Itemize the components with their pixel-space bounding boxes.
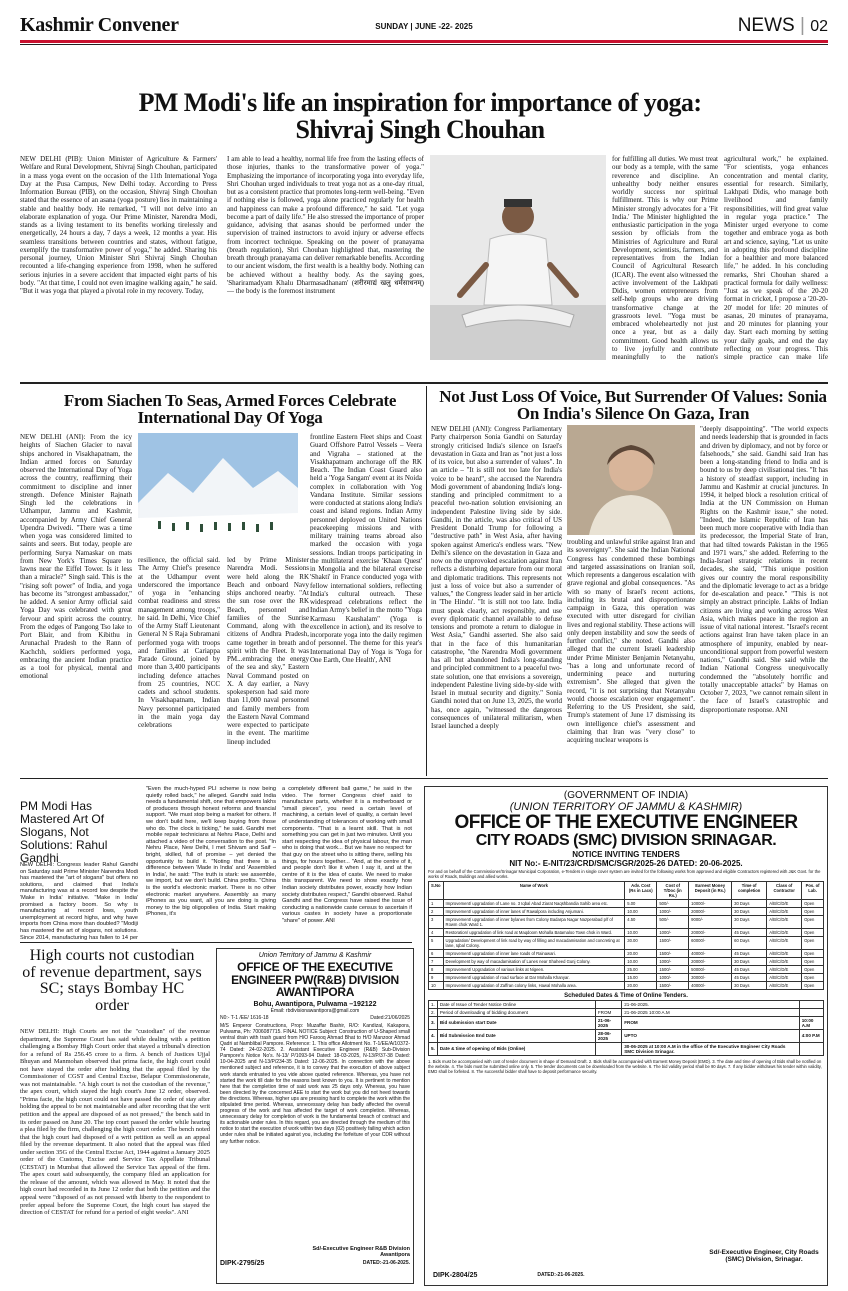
snow-mountain-graphic [138, 433, 298, 551]
table-cell: 3 [429, 915, 444, 928]
ad2-govt: (GOVERNMENT OF INDIA) [563, 790, 689, 801]
table-row [429, 973, 824, 981]
ad2-date: DATED:-21-06-2025. [537, 1272, 585, 1278]
table-cell: Development by way of macadamisation of Lanes near Shaheed Gunj Colony. [443, 957, 625, 965]
schedule-cell: Date & time of opening of Bids (Online) [437, 1042, 595, 1055]
schedule-cell: 4. [429, 1029, 438, 1042]
table-cell: Restoration/ upgradation of link road at Maqdoom Mohalla Batamaloo Town chok in Ward. [443, 928, 625, 936]
table-cell: Improvement/ upgradation of Zaffran colony links, Hawal Mohalla area. [443, 981, 625, 989]
table-cell: Open [802, 949, 824, 957]
lead-col-1: NEW DELHI (PIB): Union Minister of Agriculture & Farmers' Welfare and Rural Development, Shivraj Singh Chouhan, participated in a mass yoga event on the occasion of the 11th International Yoga Day at the Pusa Campus, New Delhi today. According to Press Information Bureau (PIB), on the occasion, Shivraj Singh Chouhan stated that the essence of an asana (yoga posture) lies in maintaining a stable and healthy body. He remarked, "I will not delve into an elaborate explanation of yoga. Our Prime Minister, Narendra Modi, stands as a living testament to its benefits working tirelessly and energetically, 24 hours a day, 7 days a week, 12 months a year. His seamless transitions between countries and states, without fatigue, exemplify the transformative power of yoga," he added. Sharing his personal journey, Union Minister Shri Shivraj Singh Chouhan recounted a life-changing experience from 1998, when he suffered serious injuries in a severe accident that impacted eight parts of his body. "At that time, I could not even imagine walking again," he said. "But it was yoga that played a pivotal role in my recovery. Today, [20, 155, 217, 295]
schedule-cell [799, 1000, 823, 1008]
schedule-row [429, 1016, 824, 1029]
page-separator: | [794, 15, 811, 36]
table-cell: 2 [429, 907, 444, 915]
table-cell: 20.00 [625, 949, 657, 957]
section-divider-1 [20, 382, 828, 384]
schedule-cell: 1. [429, 1000, 438, 1008]
schedule-cell: 21-06-2025. [622, 1000, 799, 1008]
table-cell: 5 [429, 936, 444, 949]
table-cell: 5.00 [625, 899, 657, 907]
table-row [429, 915, 824, 928]
table-cell: Open [802, 915, 824, 928]
table-cell: 4 [429, 928, 444, 936]
ad1-date: DATED:-21-06-2025. [362, 1259, 410, 1266]
ad1-number: N0:- T-1 /EE/ 1616-18 [220, 1014, 269, 1021]
ad2-intro: For and on behalf of the Commissioner/Srinagar Municipal Corporation, e-Tenders in single cover system are invited for the following works from approved and eligible Contractors registered with J&K Govt. for the works of Roads, Buildings and allied works. [428, 868, 821, 879]
table-cell: 45 Days [732, 965, 767, 973]
table-cell: 1 [429, 899, 444, 907]
table-cell: 60 Days [732, 936, 767, 949]
schedule-cell: FROM [622, 1016, 799, 1029]
table-cell: 1000/- [657, 973, 689, 981]
table-cell: 9000/- [689, 915, 732, 928]
table-cell: 1000/- [657, 907, 689, 915]
table-cell: 1500/- [657, 965, 689, 973]
table-cell: 40000/- [689, 981, 732, 989]
siachen-col-4: frontline Eastern Fleet ships and Coast Guard Offshore Patrol Vessels – Veera and Vigraha – stationed at the Visakhapatnam anchorage off the RK Beach. The Indian Coast Guard also held a 'Yoga Sangam' event at its Noida complex in collaboration with Yog Vandana Institute. Similar sessions were conducted at stations along India's coast and island regions. Indian Army personnel deployed on United Nations peacekeeping missions and with military training teams abroad also marked the occasion with yoga sessions. Indian troops participating in the multilateral exercise 'Khaan Quest' in Mongolia and the bilateral exercise 'Shakti' in France conducted yoga with fellow international soldiers, reflecting India's cultural outreach. These widespread celebrations reflect the Indian Army's belief in the motto "Yoga Karmasu Kaushalam" (Yoga is excellence in action), and its resolve to incorporate yoga into the daily regimen of personnel. The theme for this year's International Day of Yoga is 'Yoga for One Earth, One Health', ANI [310, 433, 422, 664]
minister-figure-graphic [430, 155, 606, 360]
section-name: NEWS [737, 15, 795, 36]
schedule-row [429, 1000, 824, 1008]
section-label [738, 15, 828, 37]
ad1-address: Bohu, Awantipora, Pulwama –192122 [253, 1000, 377, 1008]
table-cell: A/B/C/D/E [767, 915, 802, 928]
ad2-schedule-title: Scheduled Dates & Time of Online Tenders. [564, 992, 688, 999]
table-cell: 30 Days [732, 907, 767, 915]
ad2-footer [433, 1272, 585, 1279]
tender-col-header: S.No [429, 881, 444, 899]
ad2-nit-title: NOTICE INVITING TENDERS [572, 849, 680, 859]
section-divider-3 [20, 942, 412, 943]
table-row [429, 899, 824, 907]
ad1-office: OFFICE OF THE EXECUTIVE ENGINEER PW(R&B) DIVISION AWANTIPORA [231, 960, 399, 1000]
tender-col-header: Time of completion [732, 881, 767, 899]
yoga-minister-photo [430, 155, 606, 360]
table-cell: Improvement/ Upgradation of various links at Nigeen. [443, 965, 625, 973]
ad2-terms: 1. Bids must be accompanied with cost of tender document in shape of Demand Draft. 2. Bids shall be accompanied with Earnest Money Deposit (EMD). 3. The date and time of opening of Bids shall be notified on the website. 4. The bids must be submitted online only. 5. The tender documents can be downloaded from the website. 6. The bid validity period shall be 90 days. 7. If any bidder withdraws his tender within validity, EMD shall be forfeited. 8. The successful bidder shall have to deposit performance security. [428, 1058, 822, 1075]
ad2-dipk: DIPK-2804/25 [433, 1272, 478, 1279]
ad2-signature: Sd/-Executive Engineer, City Roads (SMC) Division, Srinagar. [709, 1249, 819, 1263]
lead-col-4: agricultural work," he explained. "For scientists, yoga enhances concentration and mental clarity, essential for research. Similarly, Lakhpati Didis, who manage both livelihood and family responsibilities, will find great value in regular yoga practice." The Minister urged everyone to come together and embrace yoga as both art and science, saying, "Let us unite in adopting this profound discipline for a healthier and more balanced life," he added. In his concluding remarks, Shri Chouhan shared a practical formula for daily wellness: "Just as we speak of the 20-20 format in cricket, I propose a '20-20-20' model for life: 20 minutes of asanas, 20 minutes of pranayama, and 20 minutes for planning your day. Start each morning by setting your daily goals, and end the day reflecting on your progress. This simple practice can make life [724, 155, 828, 360]
ad1-body: M/S Emperor Constructions, Prop: Muzaffar Bashir, R/O: Kandizal, Kakapora, Pulwama, Ph: 7006087715. FINAL NOTICE Subject: Construction of U-Shaped small ventral drain with trash guard from H/O Farooq Ahmad Bhat to H/O Manzoor Ahmad Qadri at Namblibal Pampore. Reference: 1. This office Allotment No. T-1/EE/A/10372-74 Dated: 24-02-2025. 2. Assistant Executive Engineer (R&B) Sub-Division Pampore's Notice No's. N-13/ P/1093-94 Dated: 18-03-2025, N-13/P/37-38 Dated: 10-04-2025 and N-13/P/234-35 Dated: 12-06-2025. In connection with the above mentioned subject and reference, it is to convey that the execution of above subject work stands entrusted to you vide above quoted reference. Whereas, you have not started the work till date for the reasons best known to you. It is pertinent to mention here that the completion time of said work was 25 days only. Whereas, you have been directed by the concerned AEE to start the work but you did not heed towards the directions. Whereas, higher ups are pressing hard to complete the work within the stipulated time period. Whereas, unnecessary delay has badly affected the overall progress of the work and has affected the target of work completion. Whereas, unnecessary delay for completion of work is the fundamental breach of contract and its actionable under rules. In this regard, you are directed through the medium of this notice to start the execution of work within two days (02) positively failing which action under rules shall be initiated against you, including the forfeiture of your CDR without any further notice. [220, 1022, 410, 1145]
schedule-cell: 21-06-2025 10:00 A.M [622, 1008, 799, 1016]
table-cell: 10 [429, 981, 444, 989]
table-cell: 20000/- [689, 957, 732, 965]
table-cell: Open [802, 957, 824, 965]
table-cell: 20000/- [689, 907, 732, 915]
table-cell: A/B/C/D/E [767, 981, 802, 989]
table-cell: A/B/C/D/E [767, 965, 802, 973]
schedule-cell: 30-06-2025 at 10:00 A.M in the office of the Executive Engineer City Roads SMC Division Srinagar. [622, 1042, 799, 1055]
table-cell: Improvement/ upgradation of Lane no. 3 Iqbal Abad Ziarat Naqshbandia Sahib area etc. [443, 899, 625, 907]
court-col-1: NEW DELHI: High Courts are not the "custodian" of the revenue department, the Supreme Court has said while dealing with a petition challenging a Bombay High Court order that stayed a tribunal's direction for a refund of Rs 256.45 crore to a firm. A bench of Justices Ujjal Bhuyan and Manmohan observed that prima facie, the high court could not have stayed the order after holding that the appeal filed by the Commissioner of CGST and Central Excise, Belapur Commissionerate, was not maintainable. "A high court is not the custodian of the revenue," the apex court, which stayed the high court's June 12 order, observed. "Prima facie, the high court could not have passed the order of stay after holding the appeal to be not maintainable and after recording that the writ petition and the appeal are disposed of as not pressed," the bench said in its order passed on June 20. The top court passed the order while hearing a plea filed by the firm, challenging the high court order. The bench noted that the high court had disposed of a writ petition as well as an appeal filed by the revenue department. It also noted that the appeal was filed under section 35G of the Central Excise Act, 1944 against a January 2025 order of the Customs, Excise and Service Tax Appellate Tribunal (CESTAT) in Mumbai that allowed the Service Tax appeal of the firm. The apex court said subsequently, the company filed an application for the release of the amount, which was allowed in May. It noted that the high court had recorded in its June 12 order that both the petition and the appeal were "disposed of as not pressed with liberty to the respondent to prefer appeal before the Supreme Court, the high court has stayed the direction of CESTAT for refund for a period of eight weeks". ANI [20, 1028, 210, 1217]
table-cell: 500/- [657, 899, 689, 907]
table-cell: 30000/- [689, 973, 732, 981]
table-cell: A/B/C/D/E [767, 957, 802, 965]
table-cell: Improvement/ upgradation of inner lane roads of Rainawari. [443, 949, 625, 957]
siachen-col-1: NEW DELHI (ANI): From the icy heights of Siachen Glacier to naval ships anchored in Visakhapatnam, the Indian armed forces on Saturday observed the International Day of Yoga across the country, reaffirming their commitment to discipline and inner strength. Defence Minister Rajnath Singh led the celebrations in Udhampur, Jammu and Kashmir, accompanied by Army Chief General Upendra Dwivedi. "There was a time when yoga was considered limited to saints and seers. But today, people are performing Surya Namaskar on mats from New York's Times Square to lawns near the Eiffel Tower. Is it less than a miracle?" Singh said. This is the "rising soft power" of India, and yoga has become its "strongest ambassador," he added. A senior Army official said Yoga Day was celebrated with great fervour and spirit across the country. From the edges of Pangong Tso lake to Port Blair, and from Kibithu in Arunachal Pradesh to the Rann of Kachchh, soldiers performed yoga, embracing the ancient Indian practice as a tool for physical, mental and emotional [20, 433, 132, 681]
table-cell: 30 Days [732, 981, 767, 989]
schedule-cell [799, 1008, 823, 1016]
masthead-rule [20, 40, 828, 43]
table-cell: 1500/- [657, 981, 689, 989]
gaza-headline: Not Just Loss Of Voice, But Surrender Of Values: Sonia On India's Silence On Gaza, Iran [439, 387, 827, 424]
schedule-cell: Bid Submission End Date [437, 1029, 595, 1042]
schedule-cell: 3. [429, 1016, 438, 1029]
tender-works-table [428, 881, 824, 990]
ad2-office: OFFICE OF THE EXECUTIVE ENGINEER [454, 812, 798, 833]
table-row [429, 981, 824, 989]
ad2-nit-number: NIT No:- E-NIT/23/CRD/SMC/SGR/2025-26 DATED: 20-06-2025. [509, 858, 743, 868]
brand-logo: Kashmir Convener [20, 14, 179, 36]
slogans-col-1: NEW DELHI: Congress leader Rahul Gandhi on Saturday said Prime Minister Narendra Modi has mastered the "art of slogans" but offers no solutions, and claimed that India's manufacturing was at a record low despite the 'Make in India' initiative. "Make in India' promised a factory boom. So why is manufacturing at record lows, youth unemployment at record highs, and why have imports from China more than doubled? "Modiji has mastered the art of slogans, not solutions. Since 2014, manufacturing has fallen to 14 per [20, 862, 138, 940]
table-cell: 45 Days [732, 949, 767, 957]
schedule-cell: 21-06-2025 [595, 1016, 621, 1029]
table-cell: A/B/C/D/E [767, 928, 802, 936]
table-cell: A/B/C/D/E [767, 949, 802, 957]
table-cell: 30.00 [625, 936, 657, 949]
schedule-cell: UPTO [622, 1029, 799, 1042]
vertical-divider [426, 386, 427, 776]
table-cell: Upgradation/ Development of link road by way of filling and macadamisation and concreting at lane, Iqbal Colony. [443, 936, 625, 949]
court-headline: High courts not custodian of revenue department, says SC; stays Bombay HC order [22, 947, 202, 1014]
tender-col-header: Earnest Money Deposit (in Rs.) [689, 881, 732, 899]
table-cell: 45 Days [732, 973, 767, 981]
schedule-row [429, 1029, 824, 1042]
lead-col-2: I am able to lead a healthy, normal life free from the lasting effects of those injuries, thanks to the transformative power of yoga." Emphasizing the importance of incorporating yoga into everyday life, Shri Chouhan urged individuals to treat yoga not as a one-day ritual, but as a consistent practice that promotes long-term well-being. "Even if nothing else is followed, yoga alone practiced regularly for health and happiness can make a profound difference," he said. "Let yoga become a part of daily life." He also stressed the importance of proper guidance, advising that asanas should be performed under the supervision of trained instructors to avoid injury or adverse effects from incorrect technique. Speaking on the power of pranayama (breath regulation), Shri Chouhan highlighted that, mastering the breath through pranayama can deliver remarkable benefits. According to our ancient wisdom, the first wealth is a healthy body. Nothing can be achieved without a healthy body. As the saying goes, 'Shariramadyam Khalu Dharmasadhanam' (शरीरमाद्यं खलु धर्मसाधनम्) — the body is the foremost instrument [227, 155, 424, 295]
table-cell: Open [802, 973, 824, 981]
table-row [429, 965, 824, 973]
table-cell: 6 [429, 949, 444, 957]
table-cell: A/B/C/D/E [767, 907, 802, 915]
table-cell: 10.00 [625, 907, 657, 915]
table-cell: 25.00 [625, 965, 657, 973]
gaza-col-2: troubling and unlawful strike against Iran and its sovereignty". She said the Indian National Congress has condemned these bombings and targeted assassinations on Iranian soil, which represents a dangerous escalation with grave regional and global consequences. "As with so many of Israel's recent actions, including its brutal and disproportionate campaign in Gaza, this operation was executed with utter disregard for civilian lives and regional stability. These actions will only deepen instability and sow the seeds of further conflict," she noted. Gandhi also alleged that the current Israeli leadership under Prime Minister Benjamin Netanyahu, "has a long and unfortunate record of undermining peace and nurturing extremism". She alleged that given the record, "it is not surprising that Netanyahu would choose escalation over engagement". Referring to the US President, she said, Trump's statement of June 17 dismissing its own intelligence chief's assessment and claiming that Iran was "very close" to acquiring nuclear weapons is [567, 538, 695, 744]
tender-col-header: Pos. of Lab. [802, 881, 824, 899]
portrait-graphic [567, 425, 695, 535]
gaza-col-3: "deeply disappointing". "The world expects and needs leadership that is grounded in facts and driven by diplomacy, and not by force or falsehoods," she said. Gandhi said Iran has been a long-standing friend to India and is bound to us by deep civilisational ties. "It has a history of steadfast support, including in Jammu and Kashmir at crucial junctures. In 1994, it helped block a resolution critical of India at the UN Commission on Human Rights on the Kashmir issue," she noted. "Indeed, the Islamic Republic of Iran has been much more cooperative with India than its predecessor, the Imperial State of Iran, that had tilted towards Pakistan in the 1965 and 1971 wars," she added. Referring to the India-Israel strategic relations in recent decades, she said, "This unique position gives our country the moral responsibility and the diplomatic leverage to act as a bridge for de-escalation and peace." "This is not simply an abstract principle. Lakhs of Indian citizens are living and working across West Asia, which makes peace in the region an issue of vital national interest. "Israel's recent actions against Iran have taken place in an atmosphere of impunity, enabled by near-unconditional support from powerful western nations," Gandhi said. She said while the Indian National Congress unequivocally condemned the "absolutely horrific and totally unacceptable attacks" by Hamas on October 7, 2023, "we cannot remain silent in the face of Israel's catastrophic and disproportionate response. ANI [700, 425, 828, 714]
sonia-gandhi-photo [567, 425, 695, 535]
masthead [20, 14, 828, 42]
table-cell: Improvement/ upgradation of inner lanes of Rawalpora including Anjumani. [443, 907, 625, 915]
schedule-table [428, 1000, 824, 1056]
schedule-cell: Bid submission start Date [437, 1016, 595, 1029]
table-cell: 8 [429, 965, 444, 973]
table-row [429, 907, 824, 915]
table-cell: 60000/- [689, 936, 732, 949]
table-cell: A/B/C/D/E [767, 936, 802, 949]
slogans-headline: PM Modi Has Mastered Art Of Slogans, Not Solutions: Rahul Gandhi [20, 799, 108, 865]
schedule-cell [595, 1000, 621, 1008]
tender-col-header: Adv. Cost (Rs in Lacs) [625, 881, 657, 899]
table-cell: 30 Days [732, 957, 767, 965]
table-cell: 20000/- [689, 928, 732, 936]
table-cell: 50000/- [689, 965, 732, 973]
table-cell: 1500/- [657, 949, 689, 957]
schedule-cell: 10:00 A.M [799, 1016, 823, 1029]
ad1-email: Email: rbdivisionawantipora@gmail.com [270, 1007, 360, 1014]
awantipora-notice [216, 948, 414, 1284]
gaza-col-1: NEW DELHI (ANI): Congress Parliamentary Party chairperson Sonia Gandhi on Saturday strongly criticised India's silence on Israel's devastation in Gaza and Iran as "not just a loss of its voice, but also a surrender of values". In an article – "It is still not too late for India's voice to be heard", she accused the Narendra Modi government of abandoning India's long-standing and principled commitment to a peaceful two-nation solution envisioning an independent Palestine living side by side. Gandhi, in the article, was also critical of US President Donald Trump for following a "destructive path" in West Asia, after having spoken against America's endless wars. "New Delhi's silence on the devastation in Gaza and now on the unprovoked escalation against Iran reflects a disturbing departure from our moral and diplomatic traditions. This represents not just a loss of voice but also a surrender of values," the Congress leader said in her article in 'The Hindu'. "It is still not too late. India must speak clearly, act responsibly, and use every diplomatic channel available to defuse tensions and promote a return to dialogue in West Asia," Gandhi asserted. She also said that in the face of this humanitarian catastrophe, "the Narendra Modi government has all but abandoned India's long-standing and principled commitment to a peaceful two-state solution, one that envisions a sovereign, independent Palestine living side-by-side with Israel in mutual security and dignity." Sonia Gandhi noted that on June 13, 2025, the world has, once again, "witnessed the dangerous consequences of unilateral militarism, when Israel launched a deeply [431, 425, 562, 730]
table-cell: 9 [429, 973, 444, 981]
siachen-headline: From Siachen To Seas, Armed Forces Celebrate International Day Of Yoga [63, 391, 397, 428]
lead-col-3-main: for fulfilling all duties. We must treat our body as a temple, with the same reverence and discipline. An unhealthy body neither ensures worldly success nor spiritual fulfillment. This is why our Prime Minister strongly advocates for a 'Fit India.' The Minister highlighted the enthusiastic participation in the yoga session by officials from the Ministries of Agriculture and Rural Development, scientists, farmers, and representatives from the Indian Council of Agricultural Research (ICAR). The event also witnessed the active involvement of the Lakhpati Didis, women entrepreneurs from self-help groups who are driving transformative change at the grassroots level. "Yoga must be embraced wholeheartedly not just once a year, but as a daily commitment. Good health allows us to live joyfully and contribute meaningfully to the nation's [612, 155, 718, 360]
table-cell: Open [802, 936, 824, 949]
table-row [429, 957, 824, 965]
table-row [429, 928, 824, 936]
table-cell: 45 Days [732, 928, 767, 936]
table-cell: 7 [429, 957, 444, 965]
siachen-col-2: resilience, the official said. The Army Chief's presence at the Udhampur event underscored the importance of yoga in "enhancing combat readiness and stress management among troops," he said. In Delhi, Vice Chief of the Army Staff Lieutenant General N S Raja Subramani performed yoga with troops and families at Cariappa Parade Ground, joined by more than 3,400 participants including defence attaches from 25 countries, NCC cadets and school students. In Visakhapatnam, Indian Navy personnel participated in the main yoga day celebrations [138, 556, 220, 729]
ad1-ref-line [220, 1015, 410, 1021]
table-cell: A/B/C/D/E [767, 899, 802, 907]
table-cell: Improvement/ upgradation of inner bylanes from Colony Badarpa Nagar Nazperabad p/f of Rowm chok Ward 1. [443, 915, 625, 928]
table-cell: 20.00 [625, 981, 657, 989]
table-row [429, 949, 824, 957]
table-cell: 30 Days [732, 899, 767, 907]
table-cell: Improvement/ upgradation of road surface at Dar Mohalla Khanyar. [443, 973, 625, 981]
schedule-cell: Date of Issue of Tender Notice Online [437, 1000, 595, 1008]
table-cell: Open [802, 899, 824, 907]
section-divider-2 [20, 778, 828, 779]
ad2-division: CITY ROADS (SMC) DIVISION SRINAGAR. [475, 831, 777, 849]
masthead-rule-thin [20, 44, 828, 45]
ad1-union: Union Territory of Jammu & Kashmir [258, 952, 372, 959]
tender-col-header: Cost of T/Doc (in Rs.) [657, 881, 689, 899]
schedule-cell [799, 1042, 823, 1055]
table-cell: Open [802, 965, 824, 973]
schedule-cell: 5. [429, 1042, 438, 1055]
table-cell: 30 Days [732, 915, 767, 928]
ad1-signature: Sd/-Executive Engineer R&B Division Awantipora [312, 1245, 410, 1258]
siachen-col-3: led by Prime Minister Narendra Modi. Sessions were held along the RK Beach and onboard Navy ships anchored nearby. "At the sun rose over the RK Beach, personnel and families of the Sunrise Command, along with the citizens of Andhra Pradesh, came together in breath and spirit with the Fleet. It was PM...embracing the energy of the sea and sky," Eastern Naval Command posted on X. A day earlier, a Navy spokesperson had said more than 11,000 naval personnel and family members from the Eastern Naval Command were expected to participate in the event. The maritime lineup included [227, 556, 309, 746]
table-cell: 10.00 [625, 928, 657, 936]
table-cell: 500/- [657, 915, 689, 928]
table-cell: 4.50 [625, 915, 657, 928]
page-number: 02 [810, 18, 828, 35]
schedule-cell [595, 1042, 621, 1055]
schedule-row [429, 1008, 824, 1016]
table-cell: 10000/- [689, 899, 732, 907]
ad1-footer [220, 1260, 410, 1267]
tender-col-header: Class of Contractor [767, 881, 802, 899]
schedule-cell: 28-06-2025 [595, 1029, 621, 1042]
table-cell: 10.00 [625, 957, 657, 965]
issue-date: SUNDAY | JUNE -22- 2025 [375, 22, 473, 31]
ad1-dipk: DIPK-2795/25 [220, 1259, 265, 1267]
schedule-cell: FROM [595, 1008, 621, 1016]
ad2-ut: (UNION TERRITORY OF JAMMU & KASHMIR) [509, 801, 743, 813]
table-cell: Open [802, 981, 824, 989]
schedule-row [429, 1042, 824, 1055]
siachen-troops-photo [138, 433, 298, 551]
table-cell: 15.00 [625, 973, 657, 981]
schedule-cell: 4:00 P.M [799, 1029, 823, 1042]
table-cell: 1000/- [657, 928, 689, 936]
slogans-col-2: "Even the much-hyped PLI scheme is now being quietly rolled back," he alleged. Gandhi said India needs a fundamental shift, one that empowers lakhs of producers through honest reforms and financial support. "We must stop being a market for others. If we don't build here, we'll keep buying from those who do. The clock is ticking," he said. Gandhi met mobile repair technicians at Nehru Place, Delhi and attached a video of the conversation to the post. "In Nehru Place, New Delhi, I met Shivam and Saif – bright, skilled, full of promise – yet denied the opportunity to build it. "Noting that there is a difference between 'Made in India' and 'Assembled in India', he said: "The truth is stark: we assemble, we import, but we don't build. China profits. "China is the world's electronic market. There is no other electronic market anywhere. Assembly as many iPhones as you want, all you are doing is giving money to the big oligopolies of India. Start making iPhones, it's [146, 786, 276, 918]
city-roads-tender-notice [424, 786, 828, 1286]
table-row [429, 936, 824, 949]
schedule-cell: 2. [429, 1008, 438, 1016]
slogans-col-3: a completely different ball game," he said in the video. The former Congress chief said to manufacture parts, whether it is a motherboard or "small pieces", you need a certain level of machining, a certain level of quality, a certain level of understanding of tolerances of working with small components. "That is a learnt skill. That is not something you can get in just two minutes. Until you start respecting the idea of physical labour, the man who is doing that work... But we have no respect for that guy on the street who is sitting there, selling his things, for hours together... "And, at the centre of it, and people don't like it when I say it, and at the centre of it is the idea of caste. We need to make this transparent. We need to show exactly how Indian society distributes power, exactly how Indian society distributes respect," Gandhi observed. Rahul Gandhi and the Congress have raised the issue of conducting a nationwide caste census to ascertain if various castes in society have a proportionate "share" of power. ANI [282, 786, 412, 924]
table-cell: 40000/- [689, 949, 732, 957]
table-cell: 1500/- [657, 936, 689, 949]
table-cell: Open [802, 928, 824, 936]
lead-headline: PM Modi's life an inspiration for importance of yoga: Shivraj Singh Chouhan [138, 88, 702, 144]
tender-col-header: Name of Work [443, 881, 625, 899]
schedule-cell: Period of downloading of bidding document [437, 1008, 595, 1016]
table-cell: Open [802, 907, 824, 915]
table-cell: A/B/C/D/E [767, 973, 802, 981]
table-cell: 1000/- [657, 957, 689, 965]
ad1-dated: Dated:21/06/2025 [370, 1014, 410, 1021]
